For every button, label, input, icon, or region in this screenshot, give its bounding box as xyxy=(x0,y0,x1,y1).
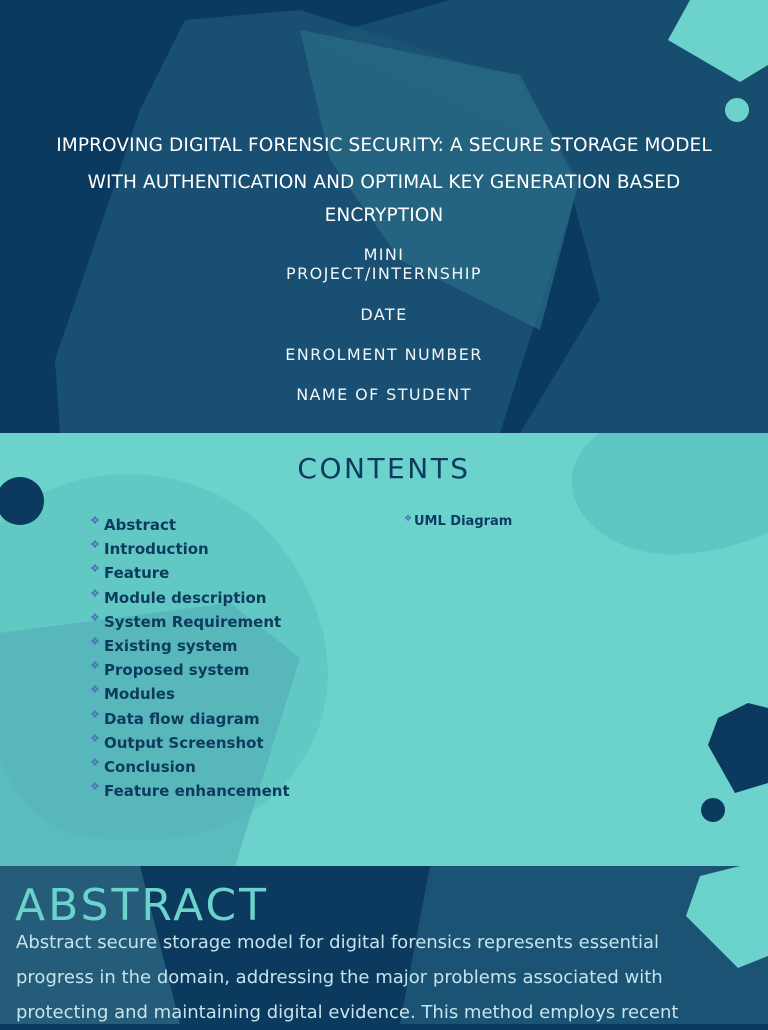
diamond-bullet-icon: ❖ xyxy=(90,610,100,624)
project-type-mini: MINI xyxy=(363,245,405,264)
navy-dot-right xyxy=(701,798,725,822)
diamond-bullet-icon: ❖ xyxy=(90,659,100,673)
teal-dot xyxy=(725,98,749,122)
presentation-title xyxy=(40,127,728,234)
abstract-heading: ABSTRACT xyxy=(15,880,270,931)
enrolment-number-label: ENROLMENT NUMBER xyxy=(285,345,483,364)
project-type xyxy=(0,245,768,283)
contents-list xyxy=(90,513,290,803)
diamond-bullet-icon: ❖ xyxy=(90,634,100,648)
diamond-bullet-icon: ❖ xyxy=(90,514,100,527)
contents-item-feature-enhancement: ❖ Feature enhancement xyxy=(90,779,290,803)
abstract-body: Abstract secure storage model for digital forensics represents essential progress in the domain, addressing the major problems associated with protecting and maintaining digital evidence. This method employs recent xyxy=(16,932,679,1023)
contents-item-output-screenshot: ❖ Output Screenshot xyxy=(90,731,290,755)
diamond-bullet-icon: ❖ xyxy=(404,514,413,524)
title-line-2: WITH AUTHENTICATION AND OPTIMAL KEY GENERATION BASED xyxy=(87,172,681,193)
diamond-bullet-icon: ❖ xyxy=(90,755,100,769)
student-name-label: NAME OF STUDENT xyxy=(296,385,472,404)
navy-hexagon-right xyxy=(708,703,768,793)
date-label: DATE xyxy=(360,305,408,324)
project-type-internship: PROJECT/INTERNSHIP xyxy=(286,264,482,283)
contents-item-module-description: ❖ Module description xyxy=(90,586,290,610)
contents-item-system-requirement: ❖ System Requirement xyxy=(90,610,290,634)
diamond-bullet-icon: ❖ xyxy=(90,731,100,745)
contents-item-feature: ❖ Feature xyxy=(90,561,290,585)
contents-item-abstract: ❖ Abstract xyxy=(90,513,290,537)
contents-item-modules: ❖ Modules xyxy=(90,682,290,706)
diamond-bullet-icon: ❖ xyxy=(90,683,100,697)
diamond-bullet-icon: ❖ xyxy=(90,538,100,552)
diamond-bullet-icon: ❖ xyxy=(90,562,100,576)
title-line-1: IMPROVING DIGITAL FORENSIC SECURITY: A SECURE STORAGE MODEL xyxy=(56,135,712,156)
contents-list-column-2 xyxy=(404,513,512,530)
diamond-bullet-icon: ❖ xyxy=(90,707,100,721)
title-slide xyxy=(0,0,768,433)
contents-item-existing-system: ❖ Existing system xyxy=(90,634,290,658)
contents-item-data-flow-diagram: ❖ Data flow diagram xyxy=(90,707,290,731)
diamond-bullet-icon: ❖ xyxy=(90,586,100,600)
contents-item-conclusion: ❖ Conclusion xyxy=(90,755,290,779)
diamond-bullet-icon: ❖ xyxy=(90,780,100,794)
contents-item-introduction: ❖ Introduction xyxy=(90,537,290,561)
contents-item-uml-diagram: ❖ UML Diagram xyxy=(404,513,512,530)
contents-item-proposed-system: ❖ Proposed system xyxy=(90,658,290,682)
contents-heading: CONTENTS xyxy=(297,452,471,485)
title-line-3: ENCRYPTION xyxy=(324,205,444,226)
